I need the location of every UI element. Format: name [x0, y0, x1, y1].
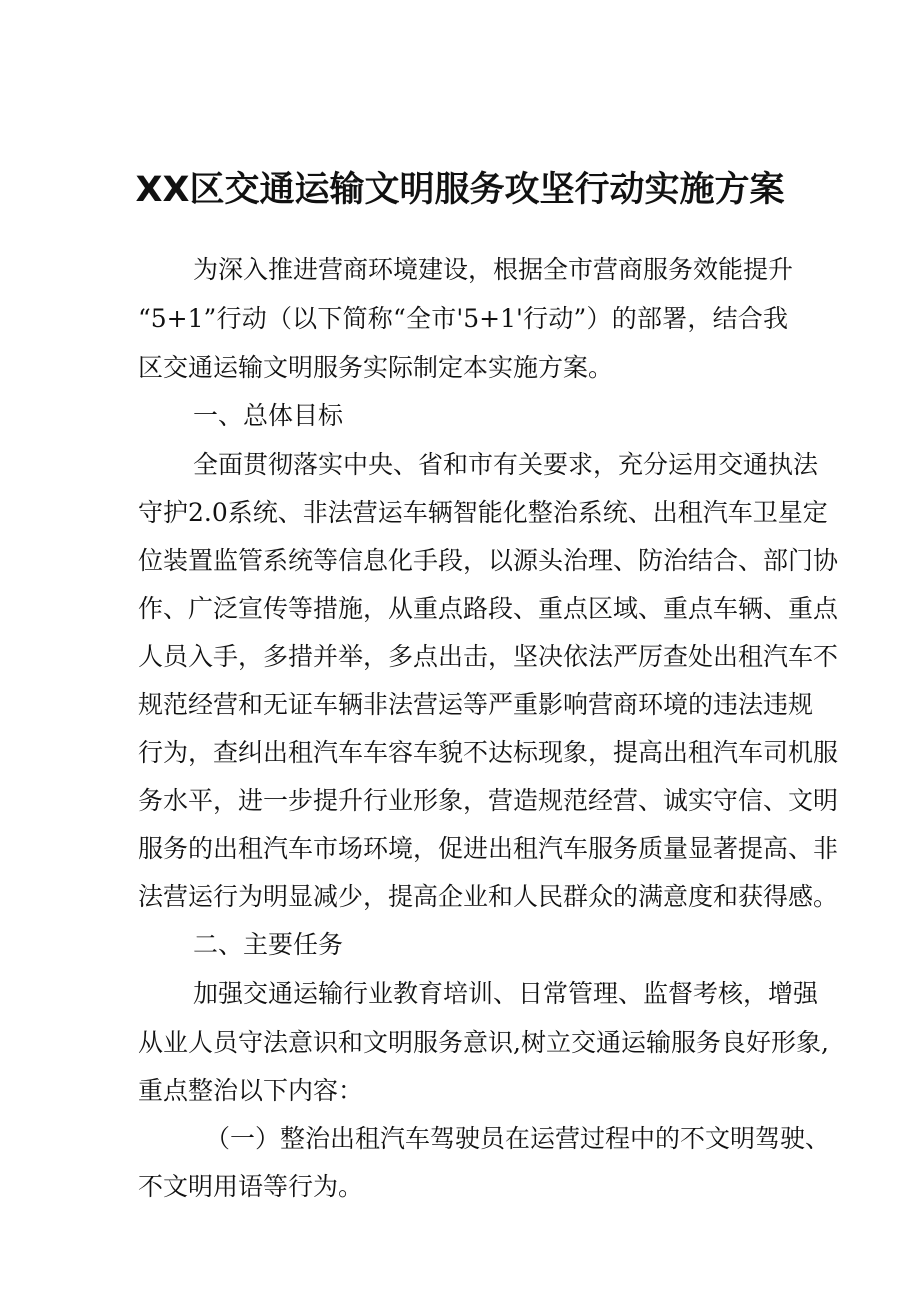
section2-line-2: 从业人员守法意识和文明服务意识,树立交通运输服务良好形象,: [138, 1028, 829, 1057]
intro-line-3: 区交通运输文明服务实际制定本实施方案。: [138, 353, 614, 382]
intro-line-1: 为深入推进营商环境建设，根据全市营商服务效能提升: [193, 255, 794, 284]
section1-line-4: 作、广泛宣传等措施，从重点路段、重点区域、重点车辆、重点: [138, 594, 839, 623]
item1-line-1: （一）整治出租汽车驾驶员在运营过程中的不文明驾驶、: [205, 1124, 831, 1153]
section2-line-1: 加强交通运输行业教育培训、日常管理、监督考核，增强: [193, 979, 819, 1008]
section1-heading: 一、总体目标: [193, 401, 344, 430]
section1-line-5: 人员入手，多措并举，多点出击，坚决依法严厉查处出租汽车不: [138, 642, 839, 671]
section1-line-7: 行为，查纠出租汽车车容车貌不达标现象，提高出租汽车司机服: [138, 738, 839, 767]
section1-line-3: 位装置监管系统等信息化手段，以源头治理、防治结合、部门协: [138, 546, 839, 575]
section1-line-2: 守护2.0系统、非法营运车辆智能化整治系统、出租汽车卫星定: [138, 498, 828, 527]
section1-line-10: 法营运行为明显减少，提高企业和人民群众的满意度和获得感。: [138, 882, 839, 911]
section1-line-1: 全面贯彻落实中央、省和市有关要求，充分运用交通执法: [193, 450, 819, 479]
section2-heading: 二、主要任务: [193, 930, 344, 959]
document-title: XX区交通运输文明服务攻坚行动实施方案: [135, 170, 785, 210]
section1-line-8: 务水平，进一步提升行业形象，营造规范经营、诚实守信、文明: [138, 786, 839, 815]
section1-line-9: 服务的出租汽车市场环境，促进出租汽车服务质量显著提高、非: [138, 834, 839, 863]
intro-line-2: “5+1”行动（以下简称“全市'5+1'行动”）的部署，结合我: [138, 304, 788, 333]
section2-line-3: 重点整治以下内容：: [138, 1076, 364, 1105]
section1-line-6: 规范经营和无证车辆非法营运等严重影响营商环境的违法违规: [138, 690, 814, 719]
item1-line-2: 不文明用语等行为。: [138, 1172, 364, 1201]
